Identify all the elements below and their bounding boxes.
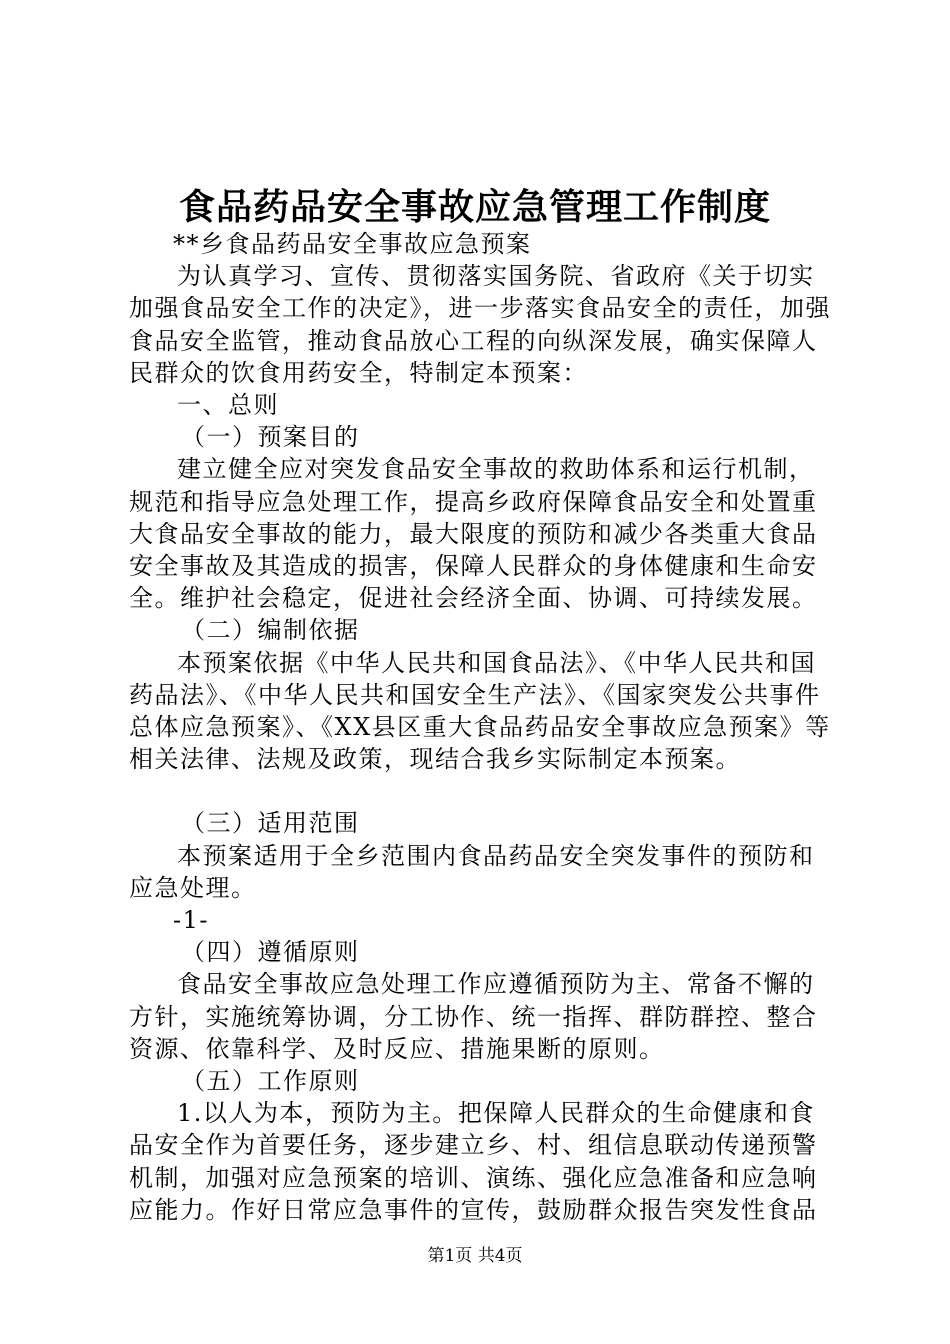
scope-paragraph: 本预案适用于全乡范围内食品药品安全突发事件的预防和应急处理。 xyxy=(129,841,815,902)
subsection-scope: （三）适用范围 xyxy=(181,809,360,838)
inline-page-marker: -1- xyxy=(173,906,209,935)
basis-paragraph: 本预案依据《中华人民共和国食品法》、《中华人民共和国药品法》、《中华人民共和国安全生产法》、《国家突发公共事件总体应急预案》、《XX县区重大食品药品安全事故应急预案》等相关法律、法规及政策，现结合我乡实际制定本预案。 xyxy=(129,648,831,774)
subsection-principles: （四）遵循原则 xyxy=(181,938,360,967)
work-principle-item-1: 1.以人为本，预防为主。把保障人民群众的生命健康和食品安全作为首要任务，逐步建立乡、村、组信息联动传递预警机制，加强对应急预案的培训、演练、强化应急准备和应急响应能力。作好日常应急事件的宣传，鼓励群众报告突发性食品 xyxy=(129,1099,818,1224)
page-footer: 第1页 共4页 xyxy=(427,1246,523,1266)
principles-paragraph: 食品安全事故应急处理工作应遵循预防为主、常备不懈的方针，实施统筹协调，分工协作、统一指挥、群防群控、整合资源、依靠科学、及时反应、措施果断的原则。 xyxy=(129,970,818,1063)
purpose-paragraph: 建立健全应对突发食品安全事故的救助体系和运行机制，规范和指导应急处理工作，提高乡政府保障食品安全和处置重大食品安全事故的能力，最大限度的预防和减少各类重大食品安全事故及其造成的损害，保障人民群众的身体健康和生命安全。维护社会稳定，促进社会经济全面、协调、可持续发展。 xyxy=(129,455,818,613)
plan-heading: **乡食品药品安全事故应急预案 xyxy=(173,230,532,258)
subsection-work-principles: （五）工作原则 xyxy=(181,1067,360,1096)
paragraph-gap xyxy=(129,775,834,807)
section-general: 一、总则 xyxy=(177,391,279,420)
document-body xyxy=(129,228,834,1226)
intro-paragraph: 为认真学习、宣传、贯彻落实国务院、省政府《关于切实加强食品安全工作的决定》，进一步落实食品安全的责任，加强食品安全监管，推动食品放心工程的向纵深发展，确实保障人民群众的饮食用药安全，特制定本预案： xyxy=(129,262,831,387)
document-title: 食品药品安全事故应急管理工作制度 xyxy=(178,186,771,228)
subsection-basis: （二）编制依据 xyxy=(181,616,360,645)
subsection-purpose: （一）预案目的 xyxy=(181,423,360,452)
